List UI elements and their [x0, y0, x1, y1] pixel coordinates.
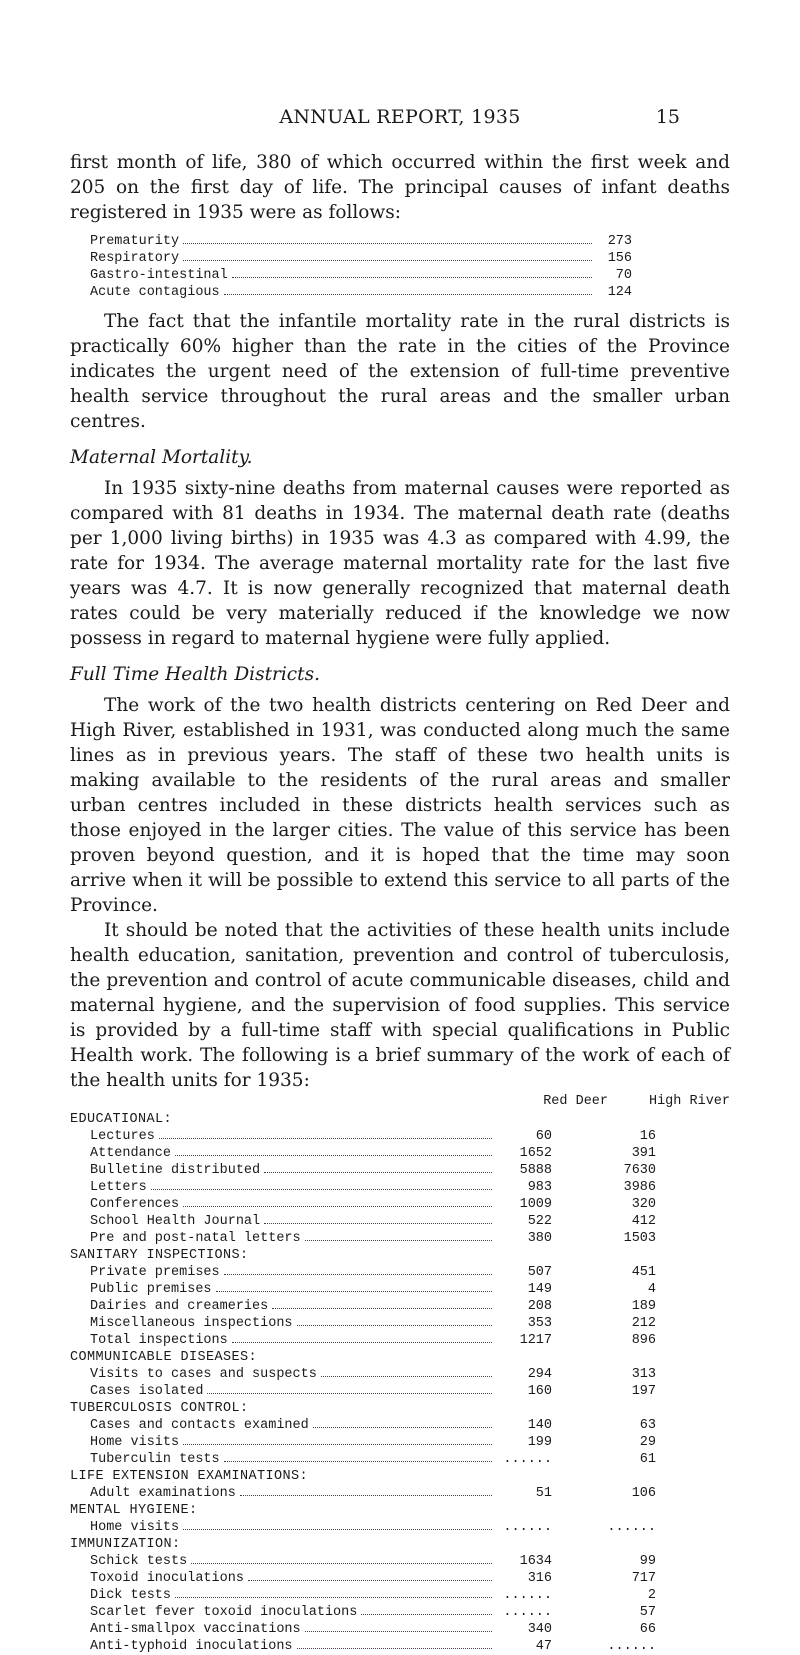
page-header: [0, 106, 800, 136]
row-label: Miscellaneous inspections: [90, 1316, 293, 1331]
red-deer-value: 1634: [519, 1554, 552, 1569]
table-row: [90, 1451, 656, 1468]
high-river-value: 451: [631, 1265, 656, 1280]
section-rows: [90, 1485, 656, 1502]
red-deer-value: 208: [527, 1299, 552, 1314]
page-number: 15: [655, 106, 680, 128]
section-title: TUBERCULOSIS CONTROL:: [70, 1401, 249, 1416]
row-label: Schick tests: [90, 1554, 188, 1569]
high-river-value: ......: [607, 1520, 656, 1535]
table-row: [90, 1332, 656, 1349]
red-deer-value: 340: [527, 1622, 552, 1637]
row-label: Anti-typhoid inoculations: [90, 1639, 293, 1654]
table-row: [90, 1162, 656, 1179]
high-river-value: 313: [631, 1367, 656, 1382]
row-label: Letters: [90, 1180, 147, 1195]
red-deer-value: 47: [535, 1639, 552, 1654]
row-label: Private premises: [90, 1265, 220, 1280]
high-river-value: 106: [631, 1486, 656, 1501]
row-label: Home visits: [90, 1520, 180, 1535]
row-label: Total inspections: [90, 1333, 228, 1348]
health-unit-summary-table: [70, 1093, 730, 1655]
red-deer-value: 507: [527, 1265, 552, 1280]
row-label: Dick tests: [90, 1588, 172, 1603]
table-row: [90, 1485, 656, 1502]
table-row: [90, 1298, 656, 1315]
red-deer-value: 316: [527, 1571, 552, 1586]
red-deer-value: 149: [527, 1282, 552, 1297]
column-headers: [70, 1093, 730, 1111]
red-deer-value: 294: [527, 1367, 552, 1382]
table-row: [90, 1230, 656, 1247]
section-rows: [90, 1366, 656, 1400]
section-rows: [90, 1417, 656, 1468]
high-river-value: 7630: [623, 1163, 656, 1178]
high-river-value: 99: [639, 1554, 656, 1569]
red-deer-value: 983: [527, 1180, 552, 1195]
high-river-value: 412: [631, 1214, 656, 1229]
table-row: [90, 1383, 656, 1400]
section-rows: [90, 1128, 656, 1247]
section-title: LIFE EXTENSION EXAMINATIONS:: [70, 1469, 309, 1484]
red-deer-value: ......: [503, 1520, 552, 1535]
table-row: [90, 1315, 656, 1332]
high-river-value: 320: [631, 1197, 656, 1212]
row-label: Attendance: [90, 1146, 172, 1161]
section-rows: [90, 1264, 656, 1349]
high-river-value: 4: [647, 1282, 656, 1297]
running-title: ANNUAL REPORT, 1935: [279, 106, 521, 128]
table-row: [90, 1604, 656, 1621]
row-label: Visits to cases and suspects: [90, 1367, 317, 1382]
high-river-value: 717: [631, 1571, 656, 1586]
high-river-value: 63: [639, 1418, 656, 1433]
section-title: IMMUNIZATION:: [70, 1537, 181, 1552]
red-deer-value: 5888: [519, 1163, 552, 1178]
high-river-value: 197: [631, 1384, 656, 1399]
red-deer-value: 60: [535, 1129, 552, 1144]
page-body: [70, 150, 730, 1655]
cause-row: Acute contagious 124: [90, 285, 632, 300]
high-river-value: 212: [631, 1316, 656, 1331]
row-label: Anti-smallpox vaccinations: [90, 1622, 301, 1637]
table-row: [90, 1213, 656, 1230]
table-row: [90, 1366, 656, 1383]
table-row: [90, 1638, 656, 1655]
heading-full-time-districts: Full Time Health Districts.: [70, 664, 320, 685]
high-river-value: ......: [607, 1639, 656, 1654]
red-deer-value: ......: [503, 1452, 552, 1467]
red-deer-value: 140: [527, 1418, 552, 1433]
paragraph-maternal: In 1935 sixty-nine deaths from maternal causes were reported as compared with 81 deaths in 1934. The maternal death rate (deaths per 1,000 living births) in 1935 was 4.3 as compared with 4.99, the rate for 1934. The average maternal mortality rate for the last five years was 4.7. It is now generally recognized that maternal death rates could be very materially reduced if the knowledge we now possess in regard to maternal hygiene were fully applied.: [70, 478, 730, 649]
section-rows: [90, 1519, 656, 1536]
high-river-value: 391: [631, 1146, 656, 1161]
row-label: Toxoid inoculations: [90, 1571, 244, 1586]
cause-row: Respiratory 156: [90, 251, 632, 266]
row-label: Pre and post-natal letters: [90, 1231, 301, 1246]
row-label: Cases and contacts examined: [90, 1418, 309, 1433]
row-label: Conferences: [90, 1197, 180, 1212]
table-row: [90, 1570, 656, 1587]
section-title: SANITARY INSPECTIONS:: [70, 1248, 249, 1263]
high-river-value: 66: [639, 1622, 656, 1637]
infant-death-causes-list: [90, 233, 632, 301]
paragraph-infant-deaths: first month of life, 380 of which occurred within the first week and 205 on the first day of life. The principal causes of infant deaths registered in 1935 were as follows:: [70, 152, 730, 223]
high-river-value: 1503: [623, 1231, 656, 1246]
red-deer-value: 199: [527, 1435, 552, 1450]
paragraph-rural-rate: The fact that the infantile mortality rate in the rural districts is practically 60% higher than the rate in the cities of the Province indicates the urgent need of the extension of full-time preventive health service throughout the rural areas and the smaller urban centres.: [70, 311, 730, 432]
table-row: [90, 1434, 656, 1451]
red-deer-value: 51: [535, 1486, 552, 1501]
red-deer-value: 1217: [519, 1333, 552, 1348]
red-deer-value: 380: [527, 1231, 552, 1246]
table-row: [90, 1179, 656, 1196]
row-label: Home visits: [90, 1435, 180, 1450]
row-label: Adult examinations: [90, 1486, 236, 1501]
table-row: [90, 1417, 656, 1434]
row-label: Public premises: [90, 1282, 212, 1297]
table-row: [90, 1196, 656, 1213]
table-row: [90, 1281, 656, 1298]
table-row: [90, 1621, 656, 1638]
red-deer-value: 353: [527, 1316, 552, 1331]
table-row: [90, 1519, 656, 1536]
table-row: [90, 1145, 656, 1162]
red-deer-value: 1652: [519, 1146, 552, 1161]
red-deer-value: ......: [503, 1605, 552, 1620]
cause-row: Prematurity 273: [90, 234, 632, 249]
high-river-value: 896: [631, 1333, 656, 1348]
high-river-value: 3986: [623, 1180, 656, 1195]
table-row: [90, 1128, 656, 1145]
red-deer-value: 1009: [519, 1197, 552, 1212]
row-label: Cases isolated: [90, 1384, 204, 1399]
cause-row: Gastro-intestinal 70: [90, 268, 632, 283]
high-river-value: 61: [639, 1452, 656, 1467]
section-title: COMMUNICABLE DISEASES:: [70, 1350, 258, 1365]
row-label: School Health Journal: [90, 1214, 261, 1229]
row-label: Tuberculin tests: [90, 1452, 220, 1467]
high-river-value: 189: [631, 1299, 656, 1314]
column-high-river: High River: [648, 1094, 730, 1109]
paragraph-activities: It should be noted that the activities of these health units include health education, sanitation, prevention and control of tuberculosis, the prevention and control of acute communicable diseases, child and maternal hygiene, and the supervision of food supplies. This service is provided by a full-time staff with special qualifications in Public Health work. The following is a brief summary of the work of each of the health units for 1935:: [70, 920, 730, 1091]
table-row: [90, 1553, 656, 1570]
red-deer-value: 522: [527, 1214, 552, 1229]
high-river-value: 16: [639, 1129, 656, 1144]
row-label: Dairies and creameries: [90, 1299, 269, 1314]
section-title: EDUCATIONAL:: [70, 1112, 173, 1127]
table-row: [90, 1264, 656, 1281]
red-deer-value: 160: [527, 1384, 552, 1399]
heading-maternal-mortality: Maternal Mortality.: [70, 447, 253, 468]
high-river-value: 2: [647, 1588, 656, 1603]
section-title: MENTAL HYGIENE:: [70, 1503, 198, 1518]
high-river-value: 29: [639, 1435, 656, 1450]
row-label: Bulletine distributed: [90, 1163, 261, 1178]
table-row: [90, 1587, 656, 1604]
section-rows: [90, 1553, 656, 1655]
red-deer-value: ......: [503, 1588, 552, 1603]
row-label: Scarlet fever toxoid inoculations: [90, 1605, 358, 1620]
row-label: Lectures: [90, 1129, 155, 1144]
column-red-deer: Red Deer: [543, 1094, 608, 1109]
paragraph-health-districts: The work of the two health districts centering on Red Deer and High River, established in 1931, was conducted along much the same lines as in previous years. The staff of these two health units is making available to the residents of the rural areas and smaller urban centres included in these districts health services such as those enjoyed in the larger cities. The value of this service has been proven beyond question, and it is hoped that the time may soon arrive when it will be possible to extend this service to all parts of the Province.: [70, 695, 730, 916]
high-river-value: 57: [639, 1605, 656, 1620]
